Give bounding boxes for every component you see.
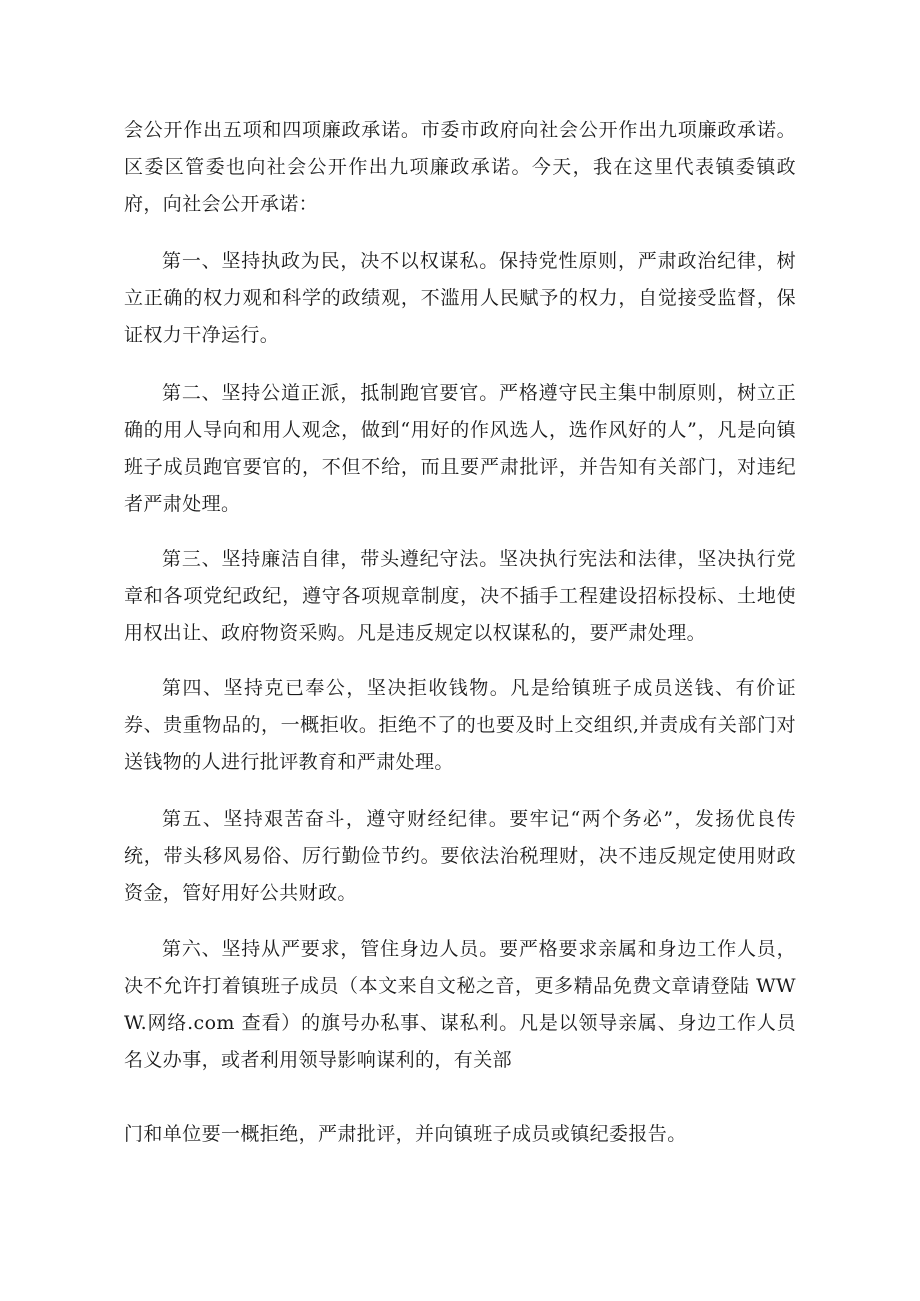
paragraph-promise-5: 第五、坚持艰苦奋斗，遵守财经纪律。要牢记“两个务必”，发扬优良传统，带头移风易俗、厉行勤俭节约。要依法治税理财，决不违反规定使用财政资金，管好用好公共财政。: [124, 808, 796, 904]
paragraph-promise-3: 第三、坚持廉洁自律，带头遵纪守法。坚决执行宪法和法律，坚决执行党章和各项党纪政纪，遵守各项规章制度，决不插手工程建设招标投标、土地使用权出让、政府物资采购。凡是违反规定以权谋私的，要严肃处理。: [124, 548, 796, 644]
paragraph-promise-4: 第四、坚持克已奉公，坚决拒收钱物。凡是给镇班子成员送钱、有价证券、贵重物品的，一概拒收。拒绝不了的也要及时上交组织,并责成有关部门对送钱物的人进行批评教育和严肃处理。: [124, 677, 796, 773]
paragraph-promise-6: 第六、坚持从严要求，管住身边人员。要严格要求亲属和身边工作人员，决不允许打着镇班子成员（本文来自文秘之音，更多精品免费文章请登陆 WWW.网络.com 查看）的旗号办私事、谋私利。凡是以领导亲属、身边工作人员名义办事，或者利用领导影响谋利的，有关部: [124, 938, 796, 1071]
paragraph-intro-continued: 会公开作出五项和四项廉政承诺。市委市政府向社会公开作出九项廉政承诺。区委区管委也向社会公开作出九项廉政承诺。今天，我在这里代表镇委镇政府，向社会公开承诺：: [124, 119, 796, 215]
paragraph-promise-1: 第一、坚持执政为民，决不以权谋私。保持党性原则，严肃政治纪律，树立正确的权力观和科学的政绩观，不滥用人民赋予的权力，自觉接受监督，保证权力干净运行。: [124, 250, 796, 346]
paragraph-promise-6-continued: 门和单位要一概拒绝，严肃批评，并向镇班子成员或镇纪委报告。: [124, 1123, 687, 1145]
paragraph-promise-2: 第二、坚持公道正派，抵制跑官要官。严格遵守民主集中制原则，树立正确的用人导向和用人观念，做到“用好的作风选人，选作风好的人”，凡是向镇班子成员跑官要官的，不但不给，而且要严肃批评，并告知有关部门，对违纪者严肃处理。: [124, 382, 796, 515]
